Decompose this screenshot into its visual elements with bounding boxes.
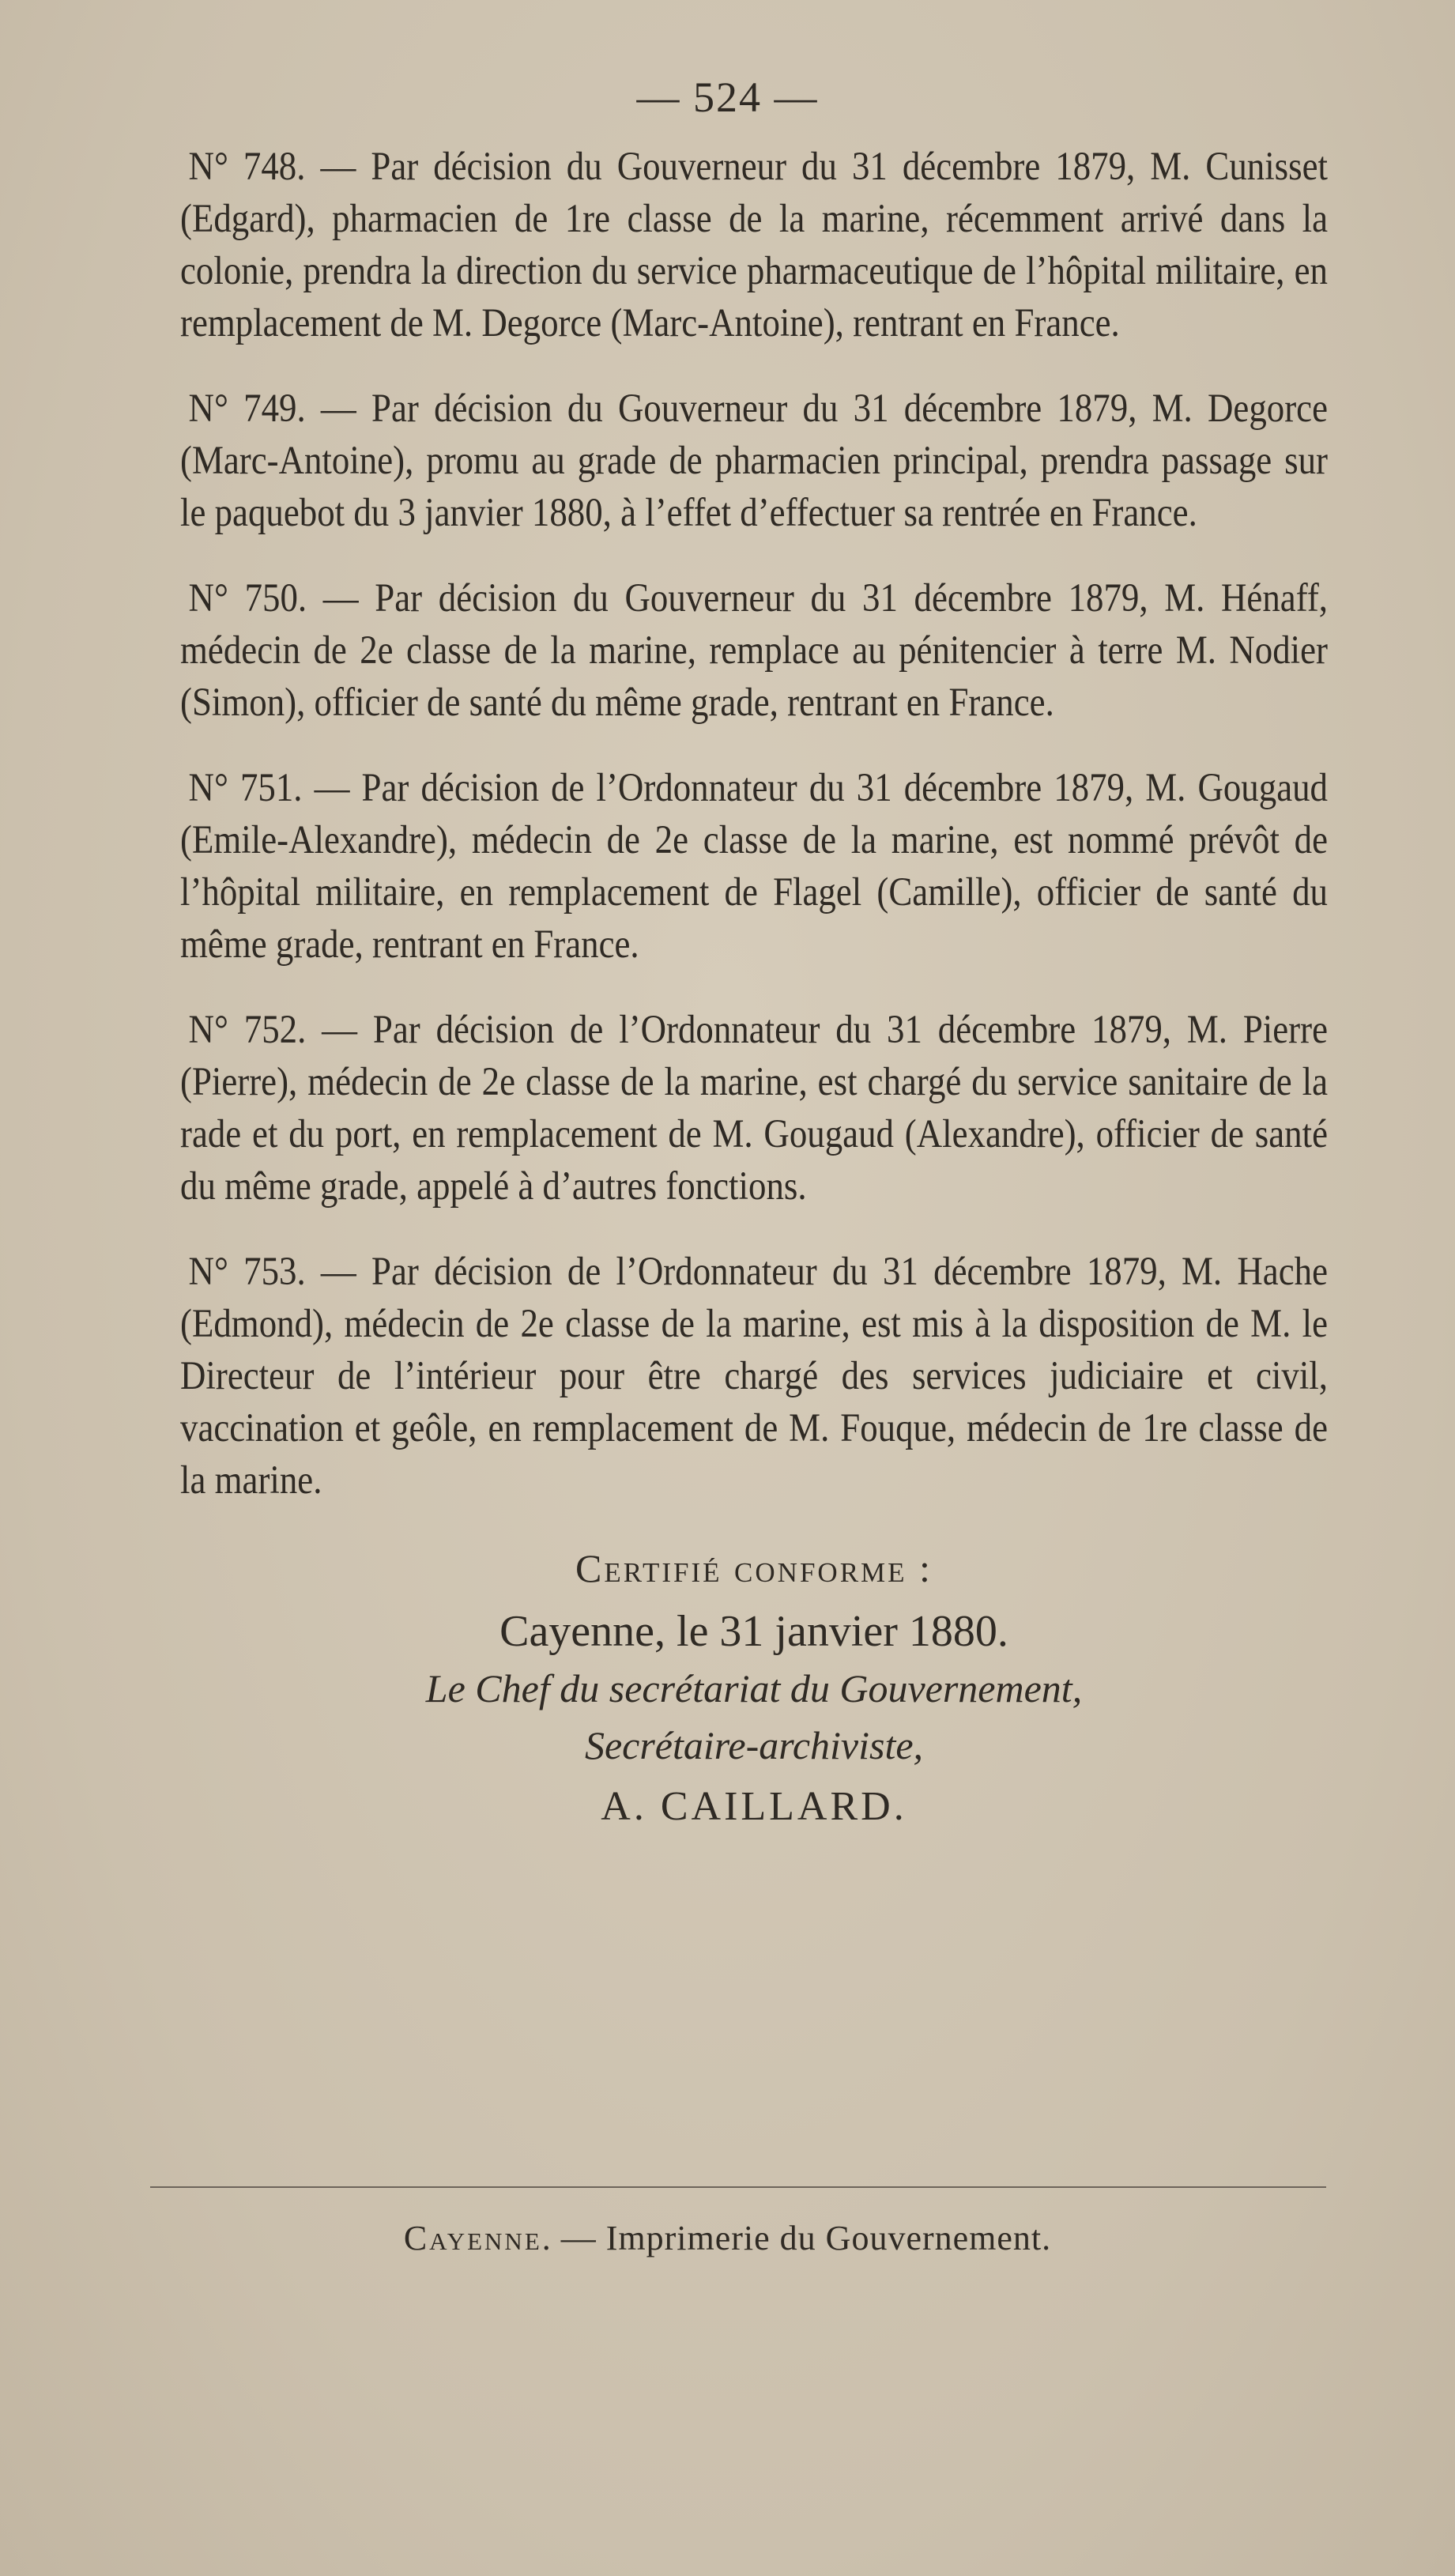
decision-753: N° 753. — Par décision de l’Ordonnateur du 31 décembre 1879, M. Hache (Edmond), médecin de 2e classe de la marine, est mis à la disposition de M. le Directeur de l’intérieur pour être chargé des services judiciaire et civil, vaccination et geôle, en remplacement de M. Fouque, médecin de 1re classe de la marine. [180,1250,1328,1503]
signatory-role: Secrétaire-archiviste, [584,1723,924,1767]
place-date: Cayenne, le 31 janvier 1880. [499,1607,1008,1656]
decision-752: N° 752. — Par décision de l’Ordonnateur du 31 décembre 1879, M. Pierre (Pierre), médecin de 2e classe de la marine, est chargé du service sanitaire de la rade et du port, en remplacement de M. Gougaud (Alexandre), officier de santé du même grade, appelé à d’autres fonctions. [180,1008,1328,1209]
imprint-text: . — Imprimerie du Gouvernement. [541,2219,1052,2257]
signatory-title: Le Chef du secrétariat du Gouvernement, [425,1666,1083,1710]
certification-line: Certifié conforme : [575,1546,933,1590]
footer-rule [150,2186,1326,2188]
signatory-name: A. CAILLARD. [601,1784,907,1829]
decisions-body [180,141,1328,1835]
imprint-city: Cayenne [403,2219,542,2257]
decision-750: N° 750. — Par décision du Gouverneur du 31 décembre 1879, M. Hénaff, médecin de 2e classe de la marine, remplace au pénitencier à terre M. Nodier (Simon), officier de santé du même grade, rentrant en France. [180,576,1328,725]
decision-751: N° 751. — Par décision de l’Ordonnateur du 31 décembre 1879, M. Gougaud (Emile-Alexandre), médecin de 2e classe de la marine, est nommé prévôt de l’hôpital militaire, en remplacement de Flagel (Camille), officier de santé du même grade, rentrant en France. [180,766,1328,967]
decision-748: N° 748. — Par décision du Gouverneur du 31 décembre 1879, M. Cunisset (Edgard), pharmacien de 1re classe de la marine, récemment arrivé dans la colonie, prendra la direction du service pharmaceutique de l’hôpital militaire, en remplacement de M. Degorce (Marc-Antoine), rentrant en France. [180,145,1328,345]
decision-749: N° 749. — Par décision du Gouverneur du 31 décembre 1879, M. Degorce (Marc-Antoine), promu au grade de pharmacien principal, prendra passage sur le paquebot du 3 janvier 1880, à l’effet d’effectuer sa rentrée en France. [180,387,1328,535]
page-number: — 524 — [636,74,819,121]
signature-block [180,1540,1328,1835]
printer-imprint [0,2218,1455,2258]
